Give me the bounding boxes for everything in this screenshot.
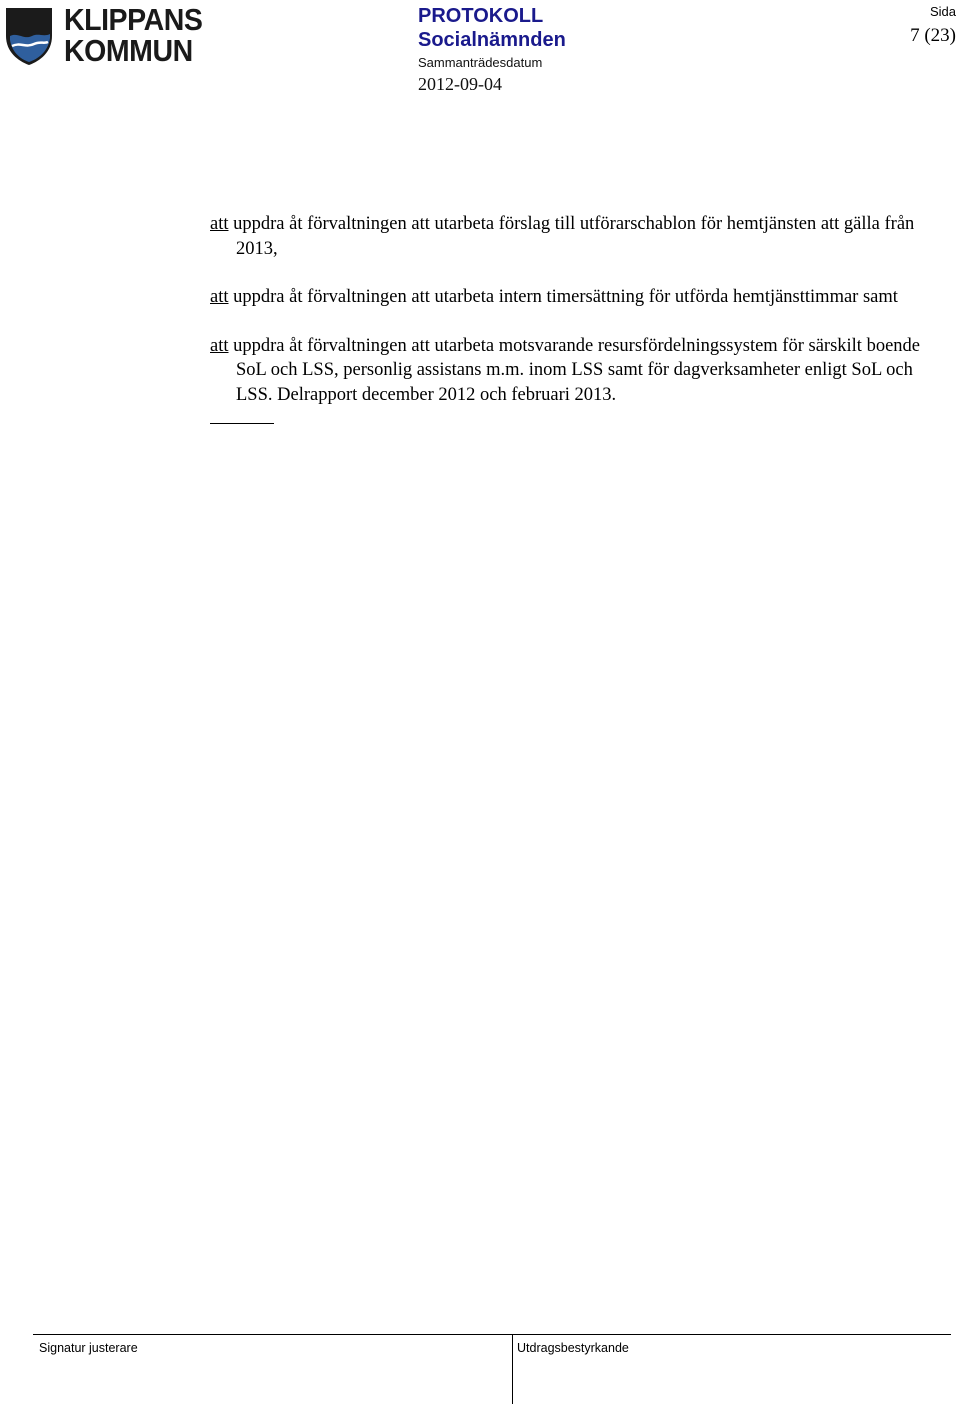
section-separator <box>210 423 274 424</box>
coat-of-arms-icon <box>4 6 54 66</box>
clause-item <box>210 212 940 261</box>
municipality-logo <box>4 4 216 68</box>
document-header <box>418 4 566 95</box>
signature-footer <box>33 1334 951 1404</box>
meeting-date: 2012-09-04 <box>418 74 502 94</box>
page-number: 7 (23) <box>910 25 956 46</box>
signature-justerare-label: Signatur justerare <box>39 1341 138 1355</box>
page-label: Sida <box>929 4 956 19</box>
footer-divider <box>512 1334 513 1404</box>
board-name: Socialnämnden <box>418 29 566 51</box>
meeting-date-label: Sammanträdesdatum <box>418 55 543 70</box>
document-type: PROTOKOLL <box>418 5 544 27</box>
logo-line-2: KOMMUN <box>64 33 193 68</box>
clause-keyword: att <box>210 287 229 307</box>
clause-text: uppdra åt förvaltningen att utarbeta intern timersättning för utförda hemtjänsttimmar samt <box>228 287 898 307</box>
page-indicator <box>910 4 956 48</box>
clause-item <box>210 285 940 310</box>
decision-clauses <box>210 212 940 424</box>
utdragsbestyrkande-label: Utdragsbestyrkande <box>517 1341 629 1355</box>
clause-text: uppdra åt förvaltningen att utarbeta motsvarande resursfördelningssystem för särskilt boende SoL och LSS, personlig assistans m.m. inom LSS samt för dagverksamheter enligt SoL och LSS. Delrapport december 2012 och februari 2013. <box>228 335 920 405</box>
logo-wordmark <box>64 4 202 66</box>
clause-text: uppdra åt förvaltningen att utarbeta förslag till utförarschablon för hemtjänsten att gälla från 2013, <box>228 214 915 259</box>
clause-keyword: att <box>210 214 229 234</box>
clause-item <box>210 334 940 408</box>
footer-rule <box>33 1334 951 1335</box>
clause-keyword: att <box>210 335 229 356</box>
logo-line-1: KLIPPANS <box>64 2 203 37</box>
